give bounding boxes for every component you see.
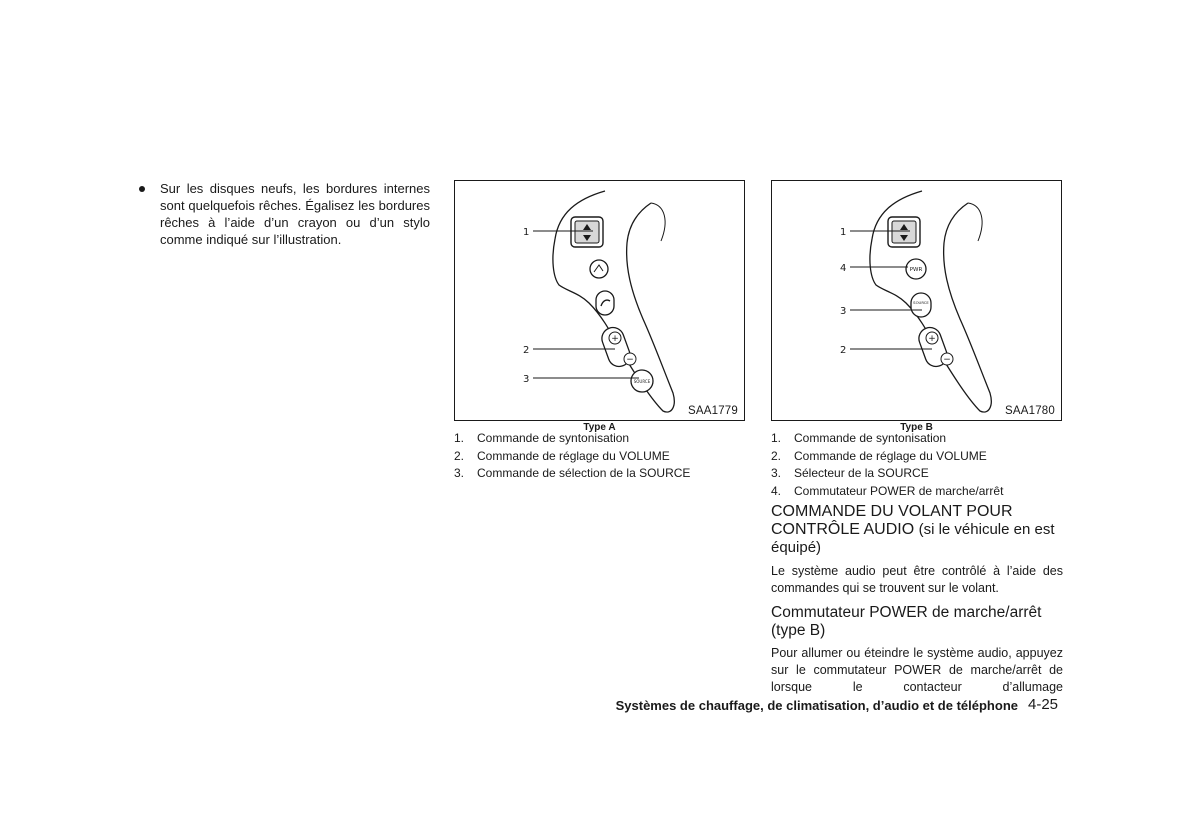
- subsection-heading: Commutateur POWER de marche/arrêt (type B): [771, 604, 1042, 639]
- list-item: 3. Sélecteur de la SOURCE: [771, 466, 929, 480]
- steering-switch-b-illustration: [772, 181, 1063, 422]
- steering-switch-a-illustration: [455, 181, 746, 422]
- figure-type-b: [771, 180, 1062, 421]
- figure-code: SAA1780: [1005, 405, 1055, 417]
- svg-text:+: +: [928, 334, 936, 344]
- figure-caption: Type B: [900, 422, 933, 433]
- page-number: 4-25: [1028, 696, 1059, 713]
- bullet-icon: [139, 186, 145, 192]
- svg-text:+: +: [611, 334, 619, 344]
- list-item: 2. Commande de réglage du VOLUME: [454, 448, 670, 463]
- svg-text:SOURCE: SOURCE: [913, 300, 929, 305]
- list-item: 1. Commande de syntonisation: [771, 431, 947, 445]
- svg-text:−: −: [943, 355, 951, 365]
- svg-text:PWR: PWR: [909, 267, 923, 273]
- callout-1: 1: [840, 227, 847, 238]
- list-item: 3. Commande de sélection de la SOURCE: [454, 466, 691, 480]
- callout-1: 1: [523, 227, 530, 238]
- list-item: 2. Commande de réglage du VOLUME: [771, 448, 987, 463]
- figure-type-a: [454, 180, 745, 421]
- figure-b-legend: [771, 430, 1063, 500]
- section-heading: COMMANDE DU VOLANT POUR CONTRÔLE AUDIO (si le véhicule en est équipé): [771, 503, 1055, 556]
- svg-text:SOURCE: SOURCE: [633, 379, 651, 384]
- callout-2: 2: [840, 345, 847, 356]
- callout-4: 4: [840, 263, 847, 274]
- figure-caption: Type A: [583, 422, 616, 433]
- callout-3: 3: [523, 374, 530, 385]
- figure-a-legend: [454, 430, 746, 483]
- footer-section-title: Systèmes de chauffage, de climatisation, d’audio et de téléphone: [615, 698, 1018, 713]
- svg-text:−: −: [626, 355, 634, 365]
- figure-code: SAA1779: [688, 405, 738, 417]
- list-item: 1. Commande de syntonisation: [454, 431, 630, 445]
- callout-3: 3: [840, 306, 847, 317]
- subsection-paragraph: Pour allumer ou éteindre le système audio, appuyez sur le commutateur POWER de marche/arrêt de lorsque le contacteur d’allumage: [771, 646, 1063, 694]
- bullet-paragraph: Sur les disques neufs, les bordures internes sont quelquefois rêches. Égalisez les bordures rêches à l’aide d’un crayon ou d’un stylo comme indiqué sur l’illustration.: [160, 181, 430, 247]
- section-paragraph: Le système audio peut être contrôlé à l’aide des commandes qui se trouvent sur le volant.: [771, 564, 1063, 595]
- callout-2: 2: [523, 345, 530, 356]
- list-item: 4. Commutateur POWER de marche/arrêt: [771, 483, 1004, 498]
